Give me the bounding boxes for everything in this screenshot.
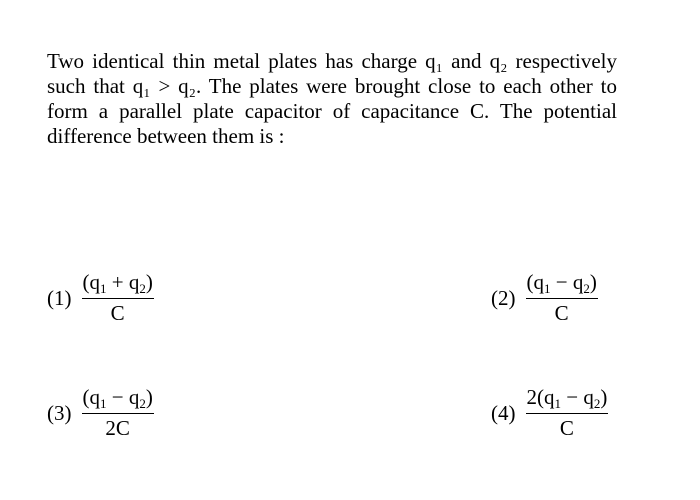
option-1-label: (1) <box>47 285 72 310</box>
option-4-label: (4) <box>491 400 516 425</box>
option-3-denominator: 2C <box>105 416 130 440</box>
option-3-fraction <box>82 387 154 439</box>
option-2-denominator: C <box>554 301 569 325</box>
option-1[interactable] <box>47 272 154 324</box>
option-1-fraction <box>82 272 154 324</box>
option-3-numerator: $(q_1 - q_2)$ <box>82 387 154 414</box>
option-1-denominator: C <box>110 301 125 325</box>
option-3[interactable] <box>47 387 154 439</box>
option-4-numerator: $2(q_1 - q_2)$ <box>526 387 609 414</box>
option-4-denominator: C <box>559 416 574 440</box>
option-2-numerator: $(q_1 - q_2)$ <box>526 272 598 299</box>
option-4-fraction <box>526 387 609 439</box>
option-2-label: (2) <box>491 285 516 310</box>
option-4[interactable] <box>491 387 608 439</box>
option-3-label: (3) <box>47 400 72 425</box>
option-2[interactable] <box>491 272 598 324</box>
question-text: Two identical thin metal plates has charge q₁ and q₂ respectively such that q₁ > q₂. The plates were brought close to each other to form a parallel plate capacitor of capacitance C. The potential difference between them is : <box>47 49 617 148</box>
option-2-fraction <box>526 272 598 324</box>
option-1-numerator: $(q_1 + q_2)$ <box>82 272 154 299</box>
